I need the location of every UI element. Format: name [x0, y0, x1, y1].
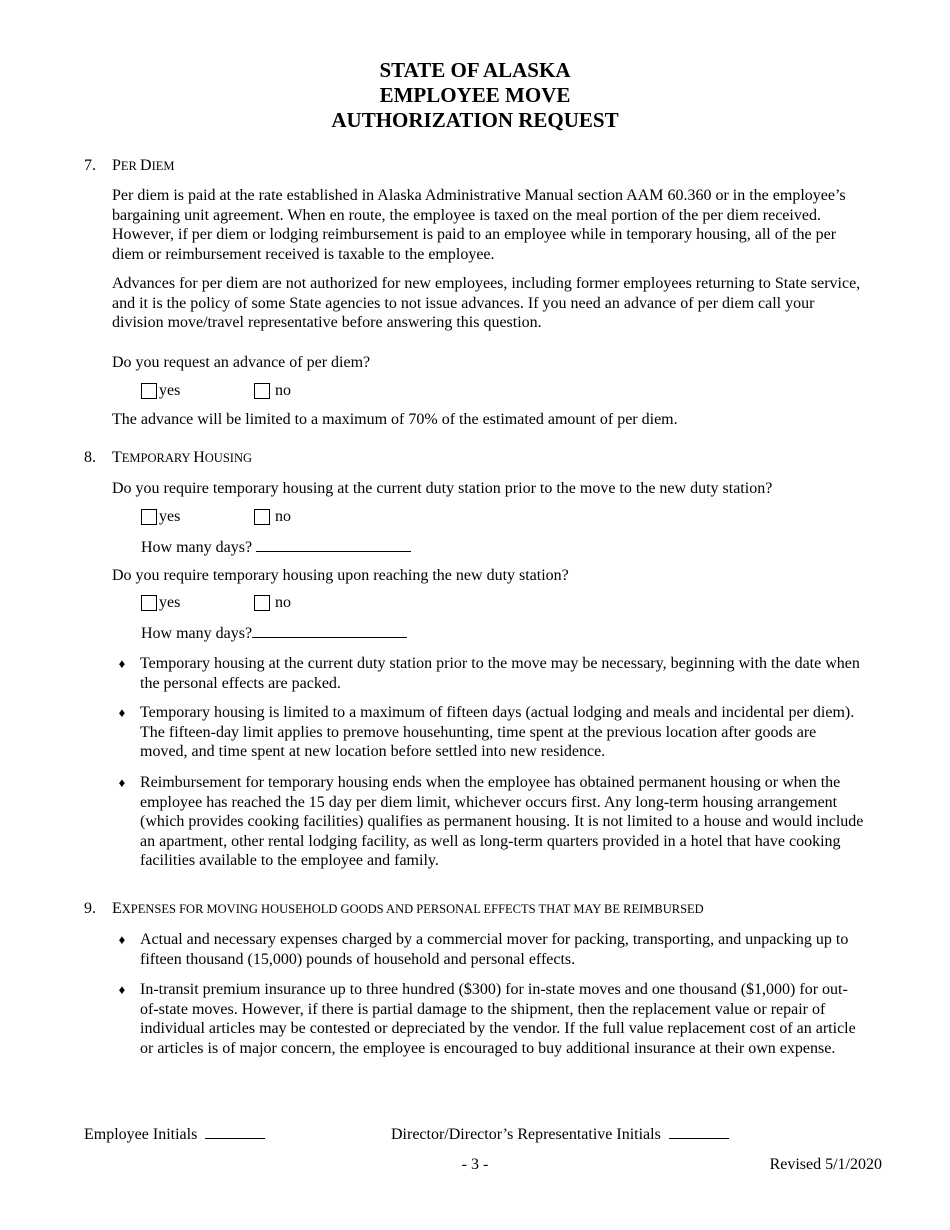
document-title-line-3: AUTHORIZATION REQUEST — [331, 108, 619, 132]
director-initials-line[interactable] — [669, 1124, 729, 1139]
bullet-diamond-icon: ♦ — [118, 775, 126, 790]
director-initials-row — [391, 1124, 729, 1144]
bullet-diamond-icon: ♦ — [118, 656, 126, 671]
temp-housing-current-yes-checkbox[interactable] — [141, 509, 157, 525]
no-label: no — [275, 382, 291, 399]
section-8-answer-row-1 — [141, 508, 441, 528]
temp-housing-current-no-checkbox[interactable] — [254, 509, 270, 525]
section-8-question-2: Do you require temporary housing upon reaching the new duty station? — [112, 567, 569, 584]
document-title-line-1: STATE OF ALASKA — [379, 58, 571, 82]
employee-initials-row — [84, 1124, 265, 1144]
section-9-bullet-1: Actual and necessary expenses charged by a commercial mover for packing, transporting, and unpacking up to fifteen thousand (15,000) pounds of household and personal effects. — [140, 931, 849, 968]
section-7-answer-row — [141, 382, 441, 402]
section-7-title: PER DIEM — [112, 157, 175, 174]
days-label: How many days? — [141, 625, 253, 642]
no-label: no — [275, 508, 291, 525]
section-9-title: EXPENSES FOR MOVING HOUSEHOLD GOODS AND PERSONAL EFFECTS THAT MAY BE REIMBURSED — [112, 900, 704, 917]
section-8-bullet-3: Reimbursement for temporary housing ends when the employee has obtained permanent housing or when the employee has reached the 15 day per diem limit, whichever occurs first. Any long-term housing arrangement (which provides cooking facilities) qualifies as permanent housing. It is not limited to a house and would include an apartment, other rental lodging facility, as well as long-term quarters provided in a hotel that have cooking facilities available to the employee and family. — [140, 774, 864, 870]
section-7-paragraph-1: Per diem is paid at the rate established in Alaska Administrative Manual section AAM 60.360 or in the employee’s bargaining unit agreement. When en route, the employee is taxed on the meal portion of the per diem received. However, if per diem or lodging reimbursement is paid to an employee while in temporary housing, all of the per diem or reimbursement received is taxable to the employee. — [112, 187, 846, 263]
section-7-note: The advance will be limited to a maximum of 70% of the estimated amount of per diem. — [112, 411, 678, 428]
section-9-bullet-2: In-transit premium insurance up to three hundred ($300) for in-state moves and one thousand ($1,000) for out-of-state moves. However, if there is partial damage to the shipment, then the replacement value or repair of individual articles may be contested or depreciated by the vendor. If the full value replacement cost of an article or articles is of major concern, the employee is encouraged to buy additional insurance at their own expense. — [140, 981, 856, 1057]
days-label: How many days? — [141, 539, 257, 556]
no-label: no — [275, 594, 291, 611]
employee-initials-line[interactable] — [205, 1124, 265, 1139]
section-8-answer-row-2 — [141, 594, 441, 614]
section-8-question-1: Do you require temporary housing at the current duty station prior to the move to the new duty station? — [112, 480, 773, 497]
section-8-bullet-1: Temporary housing at the current duty station prior to the move may be necessary, beginning with the date when the personal effects are packed. — [140, 655, 860, 692]
temp-housing-new-yes-checkbox[interactable] — [141, 595, 157, 611]
section-7-question: Do you request an advance of per diem? — [112, 354, 371, 371]
per-diem-advance-no-checkbox[interactable] — [254, 383, 270, 399]
yes-label: yes — [159, 382, 181, 399]
yes-label: yes — [159, 508, 181, 525]
temp-housing-new-no-checkbox[interactable] — [254, 595, 270, 611]
yes-label: yes — [159, 594, 181, 611]
page-number: - 3 - — [461, 1156, 489, 1173]
section-8-bullet-2: Temporary housing is limited to a maximum of fifteen days (actual lodging and meals and incidental per diem). The fifteen-day limit applies to premove househunting, time spent at the previous location after goods are moved, and time spent at new location before settled into new residence. — [140, 704, 855, 761]
director-initials-label: Director/Director’s Representative Initials — [391, 1126, 661, 1143]
days-row-1 — [141, 537, 411, 557]
days-row-2 — [141, 623, 407, 643]
section-7-number: 7. — [84, 157, 96, 174]
section-9-number: 9. — [84, 900, 96, 917]
employee-initials-label: Employee Initials — [84, 1126, 198, 1143]
section-7-paragraph-2: Advances for per diem are not authorized for new employees, including former employees returning to State service, and it is the policy of some State agencies to not issue advances. If you need an advance of per diem call your division move/travel representative before answering this question. — [112, 275, 861, 332]
bullet-diamond-icon: ♦ — [118, 705, 126, 720]
section-8-number: 8. — [84, 449, 96, 466]
days-input-line-2[interactable] — [252, 623, 407, 638]
revision-date: Revised 5/1/2020 — [769, 1156, 882, 1173]
bullet-diamond-icon: ♦ — [118, 982, 126, 997]
section-8-title: TEMPORARY HOUSING — [112, 449, 253, 466]
bullet-diamond-icon: ♦ — [118, 932, 126, 947]
days-input-line-1[interactable] — [256, 537, 411, 552]
document-title-line-2: EMPLOYEE MOVE — [379, 83, 571, 107]
per-diem-advance-yes-checkbox[interactable] — [141, 383, 157, 399]
